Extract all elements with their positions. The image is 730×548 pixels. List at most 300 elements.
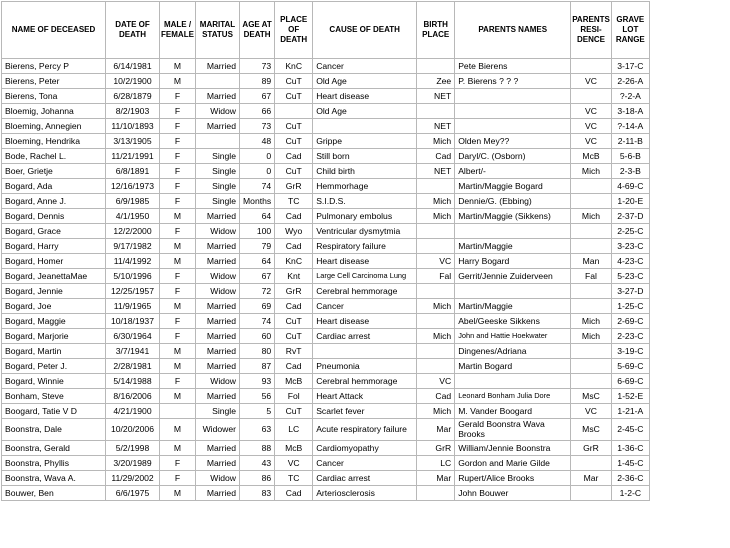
sex-cell: F bbox=[160, 471, 196, 486]
sex-cell: F bbox=[160, 374, 196, 389]
grave-cell: 1-20-E bbox=[611, 194, 649, 209]
birthplace-cell: LC bbox=[417, 456, 455, 471]
name-cell: Bloeming, Hendrika bbox=[2, 134, 106, 149]
name-cell: Bierens, Percy P bbox=[2, 59, 106, 74]
sex-cell: M bbox=[160, 59, 196, 74]
name-cell: Boonstra, Wava A. bbox=[2, 471, 106, 486]
parents-cell: Gerald Boonstra Wava Brooks bbox=[455, 419, 571, 441]
place-cell: RvT bbox=[275, 344, 313, 359]
grave-cell: 5-69-C bbox=[611, 359, 649, 374]
marital-cell: Married bbox=[196, 389, 240, 404]
date-cell: 4/1/1950 bbox=[106, 209, 160, 224]
place-cell: CuT bbox=[275, 89, 313, 104]
name-cell: Bogard, Ada bbox=[2, 179, 106, 194]
grave-cell: ?-14-A bbox=[611, 119, 649, 134]
grave-cell: 2-3-B bbox=[611, 164, 649, 179]
name-cell: Boer, Grietje bbox=[2, 164, 106, 179]
residence-cell bbox=[571, 89, 612, 104]
date-cell: 9/17/1982 bbox=[106, 239, 160, 254]
place-cell: McB bbox=[275, 374, 313, 389]
table-row bbox=[2, 389, 650, 404]
parents-cell bbox=[455, 119, 571, 134]
grave-cell: 4-69-C bbox=[611, 179, 649, 194]
grave-cell: 2-36-C bbox=[611, 471, 649, 486]
table-row bbox=[2, 119, 650, 134]
parents-cell: Martin/Maggie Bogard bbox=[455, 179, 571, 194]
parents-cell: P. Bierens ? ? ? bbox=[455, 74, 571, 89]
cause-cell: Cardiomyopathy bbox=[313, 441, 417, 456]
sex-cell: M bbox=[160, 486, 196, 501]
parents-cell: Gordon and Marie Gilde bbox=[455, 456, 571, 471]
parents-cell bbox=[455, 89, 571, 104]
grave-cell: 6-69-C bbox=[611, 374, 649, 389]
residence-cell: MsC bbox=[571, 419, 612, 441]
marital-cell: Married bbox=[196, 59, 240, 74]
sex-cell: F bbox=[160, 179, 196, 194]
place-cell: TC bbox=[275, 194, 313, 209]
age-cell: 43 bbox=[240, 456, 275, 471]
parents-cell bbox=[455, 374, 571, 389]
age-cell: 73 bbox=[240, 119, 275, 134]
age-cell: 74 bbox=[240, 179, 275, 194]
sex-cell: M bbox=[160, 419, 196, 441]
name-cell: Bogard, JeanettaMae bbox=[2, 269, 106, 284]
place-cell: CuT bbox=[275, 74, 313, 89]
parents-cell: John and Hattie Hoekwater bbox=[455, 329, 571, 344]
parents-cell: Olden Mey?? bbox=[455, 134, 571, 149]
age-cell: 0 bbox=[240, 149, 275, 164]
birthplace-cell bbox=[417, 486, 455, 501]
grave-cell: 3-19-C bbox=[611, 344, 649, 359]
parents-cell: Martin Bogard bbox=[455, 359, 571, 374]
date-cell: 4/21/1900 bbox=[106, 404, 160, 419]
name-cell: Boonstra, Gerald bbox=[2, 441, 106, 456]
residence-cell bbox=[571, 284, 612, 299]
place-cell: Cad bbox=[275, 299, 313, 314]
marital-cell bbox=[196, 74, 240, 89]
birthplace-cell: NET bbox=[417, 89, 455, 104]
place-cell: Cad bbox=[275, 149, 313, 164]
birthplace-cell: Mar bbox=[417, 471, 455, 486]
table-row bbox=[2, 224, 650, 239]
marital-cell: Married bbox=[196, 456, 240, 471]
name-cell: Bogard, Harry bbox=[2, 239, 106, 254]
age-cell: 66 bbox=[240, 104, 275, 119]
parents-cell: Abel/Geeske Sikkens bbox=[455, 314, 571, 329]
age-cell: 0 bbox=[240, 164, 275, 179]
parents-cell: Gerrit/Jennie Zuiderveen bbox=[455, 269, 571, 284]
date-cell: 6/28/1879 bbox=[106, 89, 160, 104]
age-cell: 87 bbox=[240, 359, 275, 374]
cause-cell: Acute respiratory failure bbox=[313, 419, 417, 441]
residence-cell: Mich bbox=[571, 314, 612, 329]
grave-cell: 3-27-D bbox=[611, 284, 649, 299]
residence-cell: Mich bbox=[571, 164, 612, 179]
name-cell: Bonham, Steve bbox=[2, 389, 106, 404]
cause-cell: Scarlet fever bbox=[313, 404, 417, 419]
marital-cell: Married bbox=[196, 299, 240, 314]
cause-cell: Pneumonia bbox=[313, 359, 417, 374]
marital-cell: Single bbox=[196, 194, 240, 209]
marital-cell: Married bbox=[196, 359, 240, 374]
cause-cell: Cancer bbox=[313, 59, 417, 74]
residence-cell bbox=[571, 374, 612, 389]
table-row bbox=[2, 314, 650, 329]
birthplace-cell: Mich bbox=[417, 329, 455, 344]
date-cell: 11/4/1992 bbox=[106, 254, 160, 269]
place-cell: CuT bbox=[275, 164, 313, 179]
age-cell: 60 bbox=[240, 329, 275, 344]
place-cell: GrR bbox=[275, 284, 313, 299]
date-cell: 6/9/1985 bbox=[106, 194, 160, 209]
date-cell: 5/10/1996 bbox=[106, 269, 160, 284]
sex-cell: F bbox=[160, 194, 196, 209]
sex-cell: M bbox=[160, 74, 196, 89]
grave-cell: 2-25-C bbox=[611, 224, 649, 239]
grave-cell: 2-23-C bbox=[611, 329, 649, 344]
name-cell: Bloeming, Annegien bbox=[2, 119, 106, 134]
residence-cell bbox=[571, 59, 612, 74]
residence-cell: VC bbox=[571, 74, 612, 89]
cause-cell: Heart Attack bbox=[313, 389, 417, 404]
marital-cell: Single bbox=[196, 149, 240, 164]
name-cell: Bogard, Anne J. bbox=[2, 194, 106, 209]
name-cell: Bogard, Homer bbox=[2, 254, 106, 269]
date-cell: 10/2/1900 bbox=[106, 74, 160, 89]
parents-cell: Dingenes/Adriana bbox=[455, 344, 571, 359]
table-row bbox=[2, 179, 650, 194]
birthplace-cell bbox=[417, 284, 455, 299]
date-cell: 3/13/1905 bbox=[106, 134, 160, 149]
birthplace-cell: NET bbox=[417, 164, 455, 179]
table-row bbox=[2, 134, 650, 149]
birthplace-cell: Mar bbox=[417, 419, 455, 441]
age-cell: 64 bbox=[240, 254, 275, 269]
age-cell: 93 bbox=[240, 374, 275, 389]
residence-cell bbox=[571, 179, 612, 194]
col-header-grave: GRAVE LOT RANGE bbox=[611, 2, 649, 59]
col-header-marital: MARITAL STATUS bbox=[196, 2, 240, 59]
cause-cell: Cancer bbox=[313, 456, 417, 471]
cause-cell: Child birth bbox=[313, 164, 417, 179]
marital-cell: Married bbox=[196, 344, 240, 359]
age-cell: 86 bbox=[240, 471, 275, 486]
table-row bbox=[2, 359, 650, 374]
sex-cell: F bbox=[160, 329, 196, 344]
cause-cell: Still born bbox=[313, 149, 417, 164]
cause-cell: Cardiac arrest bbox=[313, 329, 417, 344]
marital-cell: Widow bbox=[196, 269, 240, 284]
sex-cell bbox=[160, 404, 196, 419]
parents-cell: Martin/Maggie (Sikkens) bbox=[455, 209, 571, 224]
name-cell: Bode, Rachel L. bbox=[2, 149, 106, 164]
sex-cell: M bbox=[160, 299, 196, 314]
residence-cell: VC bbox=[571, 404, 612, 419]
age-cell: 88 bbox=[240, 441, 275, 456]
cause-cell: Heart disease bbox=[313, 254, 417, 269]
grave-cell: 1-21-A bbox=[611, 404, 649, 419]
table-row bbox=[2, 104, 650, 119]
parents-cell: Albert/- bbox=[455, 164, 571, 179]
date-cell: 3/7/1941 bbox=[106, 344, 160, 359]
residence-cell: VC bbox=[571, 119, 612, 134]
residence-cell bbox=[571, 194, 612, 209]
residence-cell bbox=[571, 486, 612, 501]
table-row bbox=[2, 486, 650, 501]
date-cell: 12/25/1957 bbox=[106, 284, 160, 299]
age-cell: 69 bbox=[240, 299, 275, 314]
date-cell: 11/29/2002 bbox=[106, 471, 160, 486]
table-row bbox=[2, 404, 650, 419]
date-cell: 11/9/1965 bbox=[106, 299, 160, 314]
place-cell: Fol bbox=[275, 389, 313, 404]
grave-cell: 5-23-C bbox=[611, 269, 649, 284]
place-cell: KnC bbox=[275, 59, 313, 74]
table-row bbox=[2, 441, 650, 456]
age-cell: 5 bbox=[240, 404, 275, 419]
sex-cell: F bbox=[160, 149, 196, 164]
name-cell: Bogard, Grace bbox=[2, 224, 106, 239]
table-body bbox=[2, 59, 650, 501]
birthplace-cell: Mich bbox=[417, 209, 455, 224]
place-cell: KnC bbox=[275, 254, 313, 269]
marital-cell: Married bbox=[196, 254, 240, 269]
birthplace-cell bbox=[417, 239, 455, 254]
col-header-place: PLACE OF DEATH bbox=[275, 2, 313, 59]
marital-cell: Single bbox=[196, 164, 240, 179]
grave-cell: 2-37-D bbox=[611, 209, 649, 224]
grave-cell: 1-2-C bbox=[611, 486, 649, 501]
age-cell: 48 bbox=[240, 134, 275, 149]
birthplace-cell: Mich bbox=[417, 299, 455, 314]
place-cell: CuT bbox=[275, 134, 313, 149]
marital-cell: Married bbox=[196, 441, 240, 456]
date-cell: 8/2/1903 bbox=[106, 104, 160, 119]
birthplace-cell bbox=[417, 224, 455, 239]
place-cell: Wyo bbox=[275, 224, 313, 239]
name-cell: Bierens, Peter bbox=[2, 74, 106, 89]
marital-cell: Widow bbox=[196, 471, 240, 486]
marital-cell: Married bbox=[196, 119, 240, 134]
burial-records-table bbox=[1, 1, 650, 501]
sex-cell: M bbox=[160, 239, 196, 254]
place-cell: CuT bbox=[275, 329, 313, 344]
parents-cell: John Bouwer bbox=[455, 486, 571, 501]
table-row bbox=[2, 194, 650, 209]
grave-cell: 3-23-C bbox=[611, 239, 649, 254]
parents-cell: Martin/Maggie bbox=[455, 299, 571, 314]
residence-cell: MsC bbox=[571, 389, 612, 404]
age-cell: 100 bbox=[240, 224, 275, 239]
cause-cell: Old Age bbox=[313, 74, 417, 89]
table-row bbox=[2, 269, 650, 284]
cause-cell: Cardiac arrest bbox=[313, 471, 417, 486]
name-cell: Bogard, Joe bbox=[2, 299, 106, 314]
place-cell: Cad bbox=[275, 486, 313, 501]
marital-cell: Married bbox=[196, 486, 240, 501]
birthplace-cell bbox=[417, 314, 455, 329]
residence-cell: VC bbox=[571, 104, 612, 119]
age-cell: 80 bbox=[240, 344, 275, 359]
sex-cell: M bbox=[160, 389, 196, 404]
sex-cell: M bbox=[160, 441, 196, 456]
place-cell: Knt bbox=[275, 269, 313, 284]
table-row bbox=[2, 299, 650, 314]
table-row bbox=[2, 239, 650, 254]
age-cell: 89 bbox=[240, 74, 275, 89]
name-cell: Boonstra, Dale bbox=[2, 419, 106, 441]
residence-cell: VC bbox=[571, 134, 612, 149]
table-row bbox=[2, 456, 650, 471]
date-cell: 3/20/1989 bbox=[106, 456, 160, 471]
sex-cell: M bbox=[160, 254, 196, 269]
birthplace-cell: Fal bbox=[417, 269, 455, 284]
place-cell: McB bbox=[275, 441, 313, 456]
place-cell: Cad bbox=[275, 239, 313, 254]
name-cell: Bierens, Tona bbox=[2, 89, 106, 104]
table-row bbox=[2, 209, 650, 224]
age-cell: 56 bbox=[240, 389, 275, 404]
name-cell: Bogard, Peter J. bbox=[2, 359, 106, 374]
birthplace-cell bbox=[417, 344, 455, 359]
parents-cell: Leonard Bonham Julia Dore bbox=[455, 389, 571, 404]
col-header-residence: PARENTS RESI-DENCE bbox=[571, 2, 612, 59]
date-cell: 10/18/1937 bbox=[106, 314, 160, 329]
table-row bbox=[2, 74, 650, 89]
grave-cell: 2-45-C bbox=[611, 419, 649, 441]
sex-cell: F bbox=[160, 119, 196, 134]
grave-cell: 3-17-C bbox=[611, 59, 649, 74]
grave-cell: 3-18-A bbox=[611, 104, 649, 119]
grave-cell: ?-2-A bbox=[611, 89, 649, 104]
marital-cell: Widow bbox=[196, 284, 240, 299]
col-header-age: AGE AT DEATH bbox=[240, 2, 275, 59]
col-header-date: DATE OF DEATH bbox=[106, 2, 160, 59]
col-header-cause: CAUSE OF DEATH bbox=[313, 2, 417, 59]
marital-cell: Widow bbox=[196, 374, 240, 389]
col-header-sex: MALE / FEMALE bbox=[160, 2, 196, 59]
residence-cell: Mar bbox=[571, 471, 612, 486]
place-cell: CuT bbox=[275, 404, 313, 419]
grave-cell: 1-52-E bbox=[611, 389, 649, 404]
marital-cell bbox=[196, 134, 240, 149]
date-cell: 6/14/1981 bbox=[106, 59, 160, 74]
grave-cell: 4-23-C bbox=[611, 254, 649, 269]
age-cell: 79 bbox=[240, 239, 275, 254]
cause-cell: S.I.D.S. bbox=[313, 194, 417, 209]
cause-cell: Old Age bbox=[313, 104, 417, 119]
date-cell: 6/30/1964 bbox=[106, 329, 160, 344]
sex-cell: M bbox=[160, 359, 196, 374]
residence-cell bbox=[571, 344, 612, 359]
sex-cell: F bbox=[160, 269, 196, 284]
birthplace-cell: Cad bbox=[417, 149, 455, 164]
name-cell: Bogard, Dennis bbox=[2, 209, 106, 224]
place-cell bbox=[275, 104, 313, 119]
sex-cell: F bbox=[160, 456, 196, 471]
sex-cell: F bbox=[160, 224, 196, 239]
table-row bbox=[2, 149, 650, 164]
parents-cell: Harry Bogard bbox=[455, 254, 571, 269]
cause-cell: Ventricular dysmytmia bbox=[313, 224, 417, 239]
parents-cell bbox=[455, 224, 571, 239]
age-cell: 63 bbox=[240, 419, 275, 441]
cause-cell: Pulmonary embolus bbox=[313, 209, 417, 224]
sex-cell: F bbox=[160, 134, 196, 149]
date-cell: 5/2/1998 bbox=[106, 441, 160, 456]
table-row bbox=[2, 89, 650, 104]
parents-cell: Dennie/G. (Ebbing) bbox=[455, 194, 571, 209]
col-header-parents: PARENTS NAMES bbox=[455, 2, 571, 59]
name-cell: Bogard, Winnie bbox=[2, 374, 106, 389]
birthplace-cell bbox=[417, 59, 455, 74]
birthplace-cell bbox=[417, 104, 455, 119]
table-row bbox=[2, 344, 650, 359]
marital-cell: Married bbox=[196, 209, 240, 224]
sex-cell: M bbox=[160, 209, 196, 224]
cause-cell: Grippe bbox=[313, 134, 417, 149]
sex-cell: F bbox=[160, 104, 196, 119]
sex-cell: F bbox=[160, 89, 196, 104]
date-cell: 11/21/1991 bbox=[106, 149, 160, 164]
grave-cell: 1-36-C bbox=[611, 441, 649, 456]
parents-cell: Rupert/Alice Brooks bbox=[455, 471, 571, 486]
place-cell: TC bbox=[275, 471, 313, 486]
date-cell: 5/14/1988 bbox=[106, 374, 160, 389]
date-cell: 2/28/1981 bbox=[106, 359, 160, 374]
age-cell: 72 bbox=[240, 284, 275, 299]
age-cell: 74 bbox=[240, 314, 275, 329]
name-cell: Bogard, Maggie bbox=[2, 314, 106, 329]
marital-cell: Married bbox=[196, 239, 240, 254]
name-cell: Bouwer, Ben bbox=[2, 486, 106, 501]
residence-cell bbox=[571, 224, 612, 239]
sex-cell: F bbox=[160, 284, 196, 299]
marital-cell: Married bbox=[196, 89, 240, 104]
table-row bbox=[2, 419, 650, 441]
cause-cell: Heart disease bbox=[313, 89, 417, 104]
parents-cell bbox=[455, 284, 571, 299]
date-cell: 8/16/2006 bbox=[106, 389, 160, 404]
name-cell: Boonstra, Phyllis bbox=[2, 456, 106, 471]
birthplace-cell: Cad bbox=[417, 389, 455, 404]
cause-cell: Cerebral hemmorage bbox=[313, 284, 417, 299]
date-cell: 10/20/2006 bbox=[106, 419, 160, 441]
cause-cell: Hemmorhage bbox=[313, 179, 417, 194]
age-cell: 67 bbox=[240, 269, 275, 284]
header-row bbox=[2, 2, 650, 59]
age-cell: 73 bbox=[240, 59, 275, 74]
marital-cell: Single bbox=[196, 404, 240, 419]
birthplace-cell: NET bbox=[417, 119, 455, 134]
name-cell: Bogard, Marjorie bbox=[2, 329, 106, 344]
grave-cell: 2-69-C bbox=[611, 314, 649, 329]
parents-cell: Pete Bierens bbox=[455, 59, 571, 74]
birthplace-cell: Mich bbox=[417, 134, 455, 149]
place-cell: Cad bbox=[275, 359, 313, 374]
birthplace-cell bbox=[417, 359, 455, 374]
age-cell: Months bbox=[240, 194, 275, 209]
date-cell: 11/10/1893 bbox=[106, 119, 160, 134]
parents-cell: Martin/Maggie bbox=[455, 239, 571, 254]
grave-cell: 2-26-A bbox=[611, 74, 649, 89]
place-cell: CuT bbox=[275, 314, 313, 329]
table-row bbox=[2, 164, 650, 179]
place-cell: GrR bbox=[275, 179, 313, 194]
birthplace-cell: Mich bbox=[417, 194, 455, 209]
date-cell: 6/8/1891 bbox=[106, 164, 160, 179]
name-cell: Bogard, Martin bbox=[2, 344, 106, 359]
